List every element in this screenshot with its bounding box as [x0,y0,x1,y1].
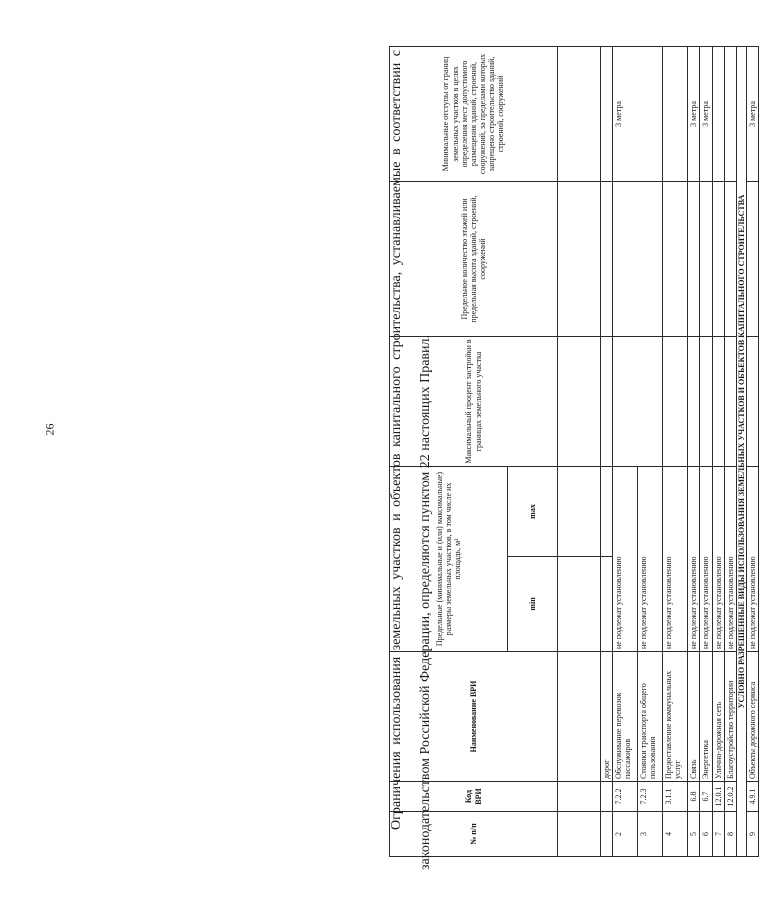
table-row [613,46,638,856]
table-row [724,46,736,856]
cell-name: Благоустройство территории [724,652,736,782]
cell-num: 6 [700,812,712,857]
table-row-spacer [558,46,601,856]
cell-num: 7 [712,812,724,857]
cell-code: 7.2.2 [613,782,638,812]
cell-name: Связь [688,652,700,782]
cell-num: 2 [613,812,638,857]
table-row-continuation [601,46,613,856]
cell-num: 3 [638,812,663,857]
cell-name: Улично-дорожная сеть [712,652,724,782]
cell-code: 12.0.1 [712,782,724,812]
footnote-text: Ограничения использования земельных участков и объектов капитального строительства, устанавливаемые в соответствии с законодательством Российской Федерации, определяются пунктом 22 настоящих Правил. [389,50,433,870]
cell-setback: 3 метра [688,46,700,181]
cell-size: не подлежат установлению [613,466,638,651]
cell-size: не подлежат установлению [688,466,700,651]
header-setbacks: Минимальные отступы от границ земельных участков в целях определения мест допустимого размещения зданий, строений, сооружений, за пределами которых запрещено строительство зданий, строений, сооружений [390,46,558,181]
table-row [688,46,700,856]
cell-setback [663,46,688,181]
header-sizes: Предельные (минимальные и (или) максимальные) размеры земельных участков, в том числе их площадь, м² [390,466,508,651]
cell-size: не подлежат установлению [747,466,759,651]
cell-size: не подлежат установлению [638,466,663,651]
cell-setback [724,46,736,181]
cell-code: 3.1.1 [663,782,688,812]
cell-name: дорог [601,652,613,782]
cell-name: Обслуживание перевозок пассажиров [613,652,638,782]
header-max-percent: Максимальный процент застройки в границах земельного участка [390,336,558,466]
cell-name: Энергетика [700,652,712,782]
header-min: min [508,557,558,652]
cell-setback [712,46,724,181]
cell-code: 6.7 [700,782,712,812]
header-code: Код ВРИ [390,782,558,812]
cell-name: Объекты дорожного сервиса [747,652,759,782]
table-row [712,46,724,856]
cell-name: Предоставление коммунальных услуг [663,652,688,782]
cell-num: 5 [688,812,700,857]
cell-setback: 3 метра [700,46,712,181]
cell-size: не подлежат установлению [663,466,688,651]
section-title: УСЛОВНО РАЗРЕШЕННЫЕ ВИДЫ ИСПОЛЬЗОВАНИЯ ЗЕМЕЛЬНЫХ УЧАСТКОВ И ОБЪЕКТОВ КАПИТАЛЬНОГО СТРОИТЕЛЬСТВА [736,46,746,856]
cell-size: не подлежат установлению [724,466,736,651]
table-row [747,46,759,856]
footnote [382,50,452,870]
header-max: max [508,466,558,556]
header-floors: Предельное количество этажей или предельная высота зданий, строений, сооружений [390,181,558,336]
cell-code: 6.8 [688,782,700,812]
page-number: 26 [42,423,57,436]
table-row [700,46,712,856]
header-num: № п/п [390,812,558,857]
cell-num: 4 [663,812,688,857]
section-header-row [736,46,746,856]
cell-size: не подлежат установлению [700,466,712,651]
cell-setback: 3 метра [747,46,759,181]
cell-code: 4.9.1 [747,782,759,812]
cell-name: Стоянки транспорта общего пользования [638,652,663,782]
cell-code: 7.2.3 [638,782,663,812]
header-name: Наименование ВРИ [390,652,558,782]
cell-size: не подлежат установлению [712,466,724,651]
cell-num: 8 [724,812,736,857]
table-row [663,46,688,856]
cell-code: 12.0.2 [724,782,736,812]
cell-num: 9 [747,812,759,857]
cell-setback: 3 метра [613,46,663,181]
